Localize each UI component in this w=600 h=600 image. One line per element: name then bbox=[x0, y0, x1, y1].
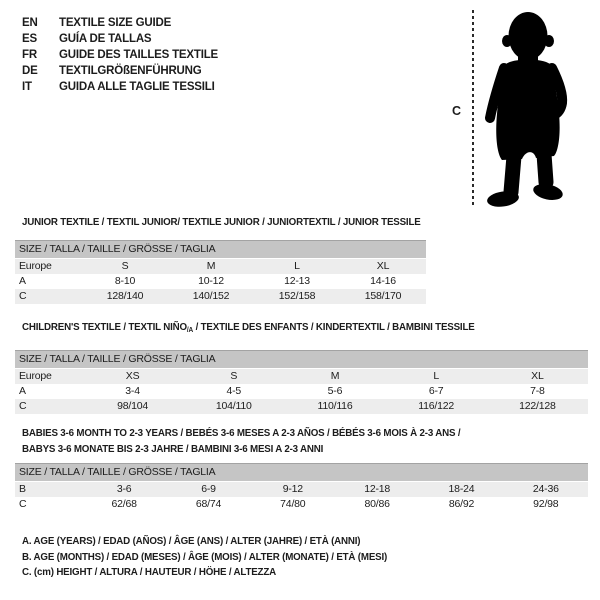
size-value: 104/110 bbox=[215, 400, 252, 412]
language-title: GUIDE DES TAILLES TEXTILE bbox=[59, 49, 218, 61]
size-header-bar: SIZE / TALLA / TAILLE / GRÖSSE / TAGLIA bbox=[15, 463, 588, 481]
size-value: XL bbox=[531, 370, 544, 382]
size-value: S bbox=[121, 260, 129, 272]
size-value: 68/74 bbox=[195, 498, 222, 510]
children-title-prefix: CHILDREN'S TEXTILE / TEXTIL NIÑO bbox=[22, 321, 187, 333]
size-value: XS bbox=[125, 370, 140, 382]
babies-title-line2: BABYS 3-6 MONATE BIS 2-3 JAHRE / BAMBINI 3-6 MESI A 2-3 ANNI bbox=[22, 443, 324, 455]
table-row bbox=[15, 259, 426, 274]
size-header-bar: SIZE / TALLA / TAILLE / GRÖSSE / TAGLIA bbox=[15, 350, 588, 368]
language-title: GUIDA ALLE TAGLIE TESSILI bbox=[59, 81, 215, 93]
size-value: 24-36 bbox=[532, 483, 559, 495]
size-value: 5-6 bbox=[327, 385, 343, 397]
language-row-de bbox=[22, 63, 218, 79]
table-row bbox=[15, 384, 588, 399]
size-value: 98/104 bbox=[117, 400, 149, 412]
table-row bbox=[15, 482, 588, 497]
toddler-silhouette-image bbox=[484, 8, 572, 210]
children-textile-section bbox=[15, 321, 588, 414]
note-age-months: B. AGE (MONTHS) / EDAD (MESES) / ÂGE (MOIS) / ALTER (MONATE) / ETÀ (MESI) bbox=[22, 550, 388, 563]
language-code: ES bbox=[22, 33, 37, 45]
size-value: 86/92 bbox=[448, 498, 475, 510]
size-value: 10-12 bbox=[198, 275, 224, 287]
junior-table-title: JUNIOR TEXTILE / TEXTIL JUNIOR/ TEXTILE JUNIOR / JUNIORTEXTIL / JUNIOR TESSILE bbox=[22, 216, 421, 228]
size-value: 158/170 bbox=[364, 290, 402, 302]
size-value: 7-8 bbox=[530, 385, 545, 397]
children-size-table bbox=[15, 369, 588, 414]
row-label: C bbox=[19, 498, 27, 510]
size-value: 12-13 bbox=[284, 275, 310, 287]
babies-title-line1: BABIES 3-6 MONTH TO 2-3 YEARS / BEBÉS 3-6 MESES A 2-3 AÑOS / BÉBÉS 3-6 MOIS À 2-3 ANS / bbox=[22, 427, 461, 439]
size-value: L bbox=[294, 260, 300, 272]
size-value: M bbox=[206, 260, 216, 272]
note-age-years: A. AGE (YEARS) / EDAD (AÑOS) / ÂGE (ANS) / ALTER (JAHRE) / ETÀ (ANNI) bbox=[22, 535, 361, 547]
size-value: 128/140 bbox=[106, 290, 144, 302]
row-label: Europe bbox=[19, 370, 52, 382]
babies-size-table bbox=[15, 482, 588, 512]
size-header-bar: SIZE / TALLA / TAILLE / GRÖSSE / TAGLIA bbox=[15, 240, 426, 258]
size-value: 18-24 bbox=[448, 483, 475, 495]
size-value: 122/128 bbox=[519, 400, 556, 412]
size-value: 110/116 bbox=[317, 400, 353, 412]
size-value: 140/152 bbox=[192, 290, 230, 302]
row-label: C bbox=[19, 290, 27, 302]
language-row-fr bbox=[22, 47, 218, 63]
size-value: 6-7 bbox=[428, 385, 444, 397]
size-value: 4-5 bbox=[226, 385, 242, 397]
size-value: 116/122 bbox=[418, 400, 455, 412]
size-value: 3-4 bbox=[125, 385, 140, 397]
language-code: IT bbox=[22, 81, 32, 93]
language-row-it bbox=[22, 79, 218, 95]
size-value: 80/86 bbox=[364, 498, 390, 510]
row-label: C bbox=[19, 400, 27, 412]
size-value: 8-10 bbox=[114, 275, 136, 287]
size-value: 3-6 bbox=[116, 483, 132, 495]
language-code: FR bbox=[22, 49, 37, 61]
size-value: S bbox=[230, 370, 238, 382]
table-row bbox=[15, 274, 426, 289]
size-value: 6-9 bbox=[201, 483, 216, 495]
legend-notes bbox=[22, 534, 415, 581]
height-measure-dotted-line bbox=[472, 10, 474, 207]
size-value: 14-16 bbox=[370, 275, 396, 287]
size-value: L bbox=[433, 370, 439, 382]
row-label: Europe bbox=[19, 260, 52, 272]
row-label: B bbox=[19, 483, 26, 495]
language-row-es bbox=[22, 31, 218, 47]
language-title: GUÍA DE TALLAS bbox=[59, 33, 152, 45]
size-value: 62/68 bbox=[111, 498, 137, 510]
table-row bbox=[15, 497, 588, 512]
language-row-en bbox=[22, 15, 218, 31]
table-row bbox=[15, 399, 588, 414]
language-code: EN bbox=[22, 17, 38, 29]
size-value: 9-12 bbox=[282, 483, 303, 495]
note-height-cm: C. (cm) HEIGHT / ALTURA / HAUTEUR / HÖHE / ALTEZZA bbox=[22, 566, 276, 578]
table-row bbox=[15, 369, 588, 384]
babies-table-title bbox=[15, 425, 588, 457]
size-value: M bbox=[330, 370, 340, 382]
language-title: TEXTILGRÖßENFÜHRUNG bbox=[59, 65, 202, 77]
size-value: 12-18 bbox=[364, 483, 391, 495]
language-code: DE bbox=[22, 65, 38, 77]
junior-size-table bbox=[15, 259, 426, 304]
junior-textile-section bbox=[15, 216, 426, 304]
height-measure-label: C bbox=[452, 104, 462, 118]
size-value: 74/80 bbox=[280, 498, 306, 510]
table-row bbox=[15, 289, 426, 304]
size-value: 152/158 bbox=[278, 290, 316, 302]
children-table-title bbox=[22, 321, 548, 337]
size-value: XL bbox=[376, 260, 390, 272]
row-label: A bbox=[19, 275, 26, 287]
children-title-suffix: / TEXTILE DES ENFANTS / KINDERTEXTIL / BAMBINI TESSILE bbox=[193, 321, 475, 333]
language-list bbox=[22, 15, 218, 95]
size-value: 92/98 bbox=[533, 498, 559, 510]
children-title-subscript: /A bbox=[186, 327, 194, 334]
language-title: TEXTILE SIZE GUIDE bbox=[59, 17, 172, 29]
babies-textile-section bbox=[15, 425, 588, 512]
row-label: A bbox=[19, 385, 26, 397]
